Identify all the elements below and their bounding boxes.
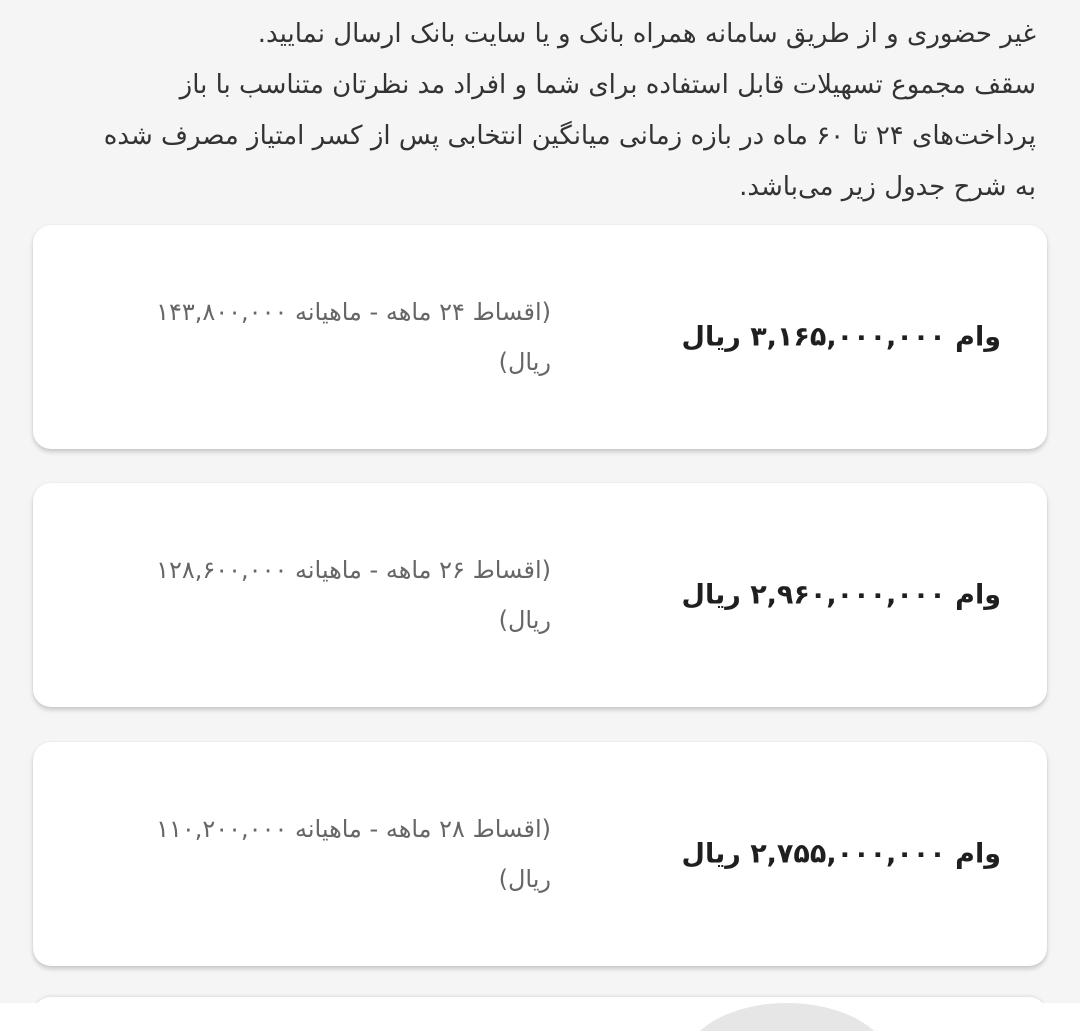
- installment-line: (اقساط ۲۶ ماهه - ماهیانه ۱۲۸,۶۰۰,۰۰۰: [156, 556, 551, 584]
- bottom-bar: [0, 1003, 1080, 1031]
- installment-line: ریال): [498, 348, 551, 376]
- installment-line: ریال): [498, 606, 551, 634]
- intro-line: به شرح جدول زیر می‌باشد.: [739, 172, 1036, 202]
- installment-info: [111, 287, 551, 387]
- intro-line: پرداخت‌های ۲۴ تا ۶۰ ماه در بازه زمانی میانگین انتخابی پس از کسر امتیاز مصرف شده: [103, 121, 1036, 151]
- installment-line: (اقساط ۲۸ ماهه - ماهیانه ۱۱۰,۲۰۰,۰۰۰: [156, 815, 551, 843]
- installment-line: (اقساط ۲۴ ماهه - ماهیانه ۱۴۳,۸۰۰,۰۰۰: [156, 298, 551, 326]
- installment-line: ریال): [498, 865, 551, 893]
- intro-paragraph: [40, 0, 1036, 213]
- intro-line: غیر حضوری و از طریق سامانه همراه بانک و یا سایت بانک ارسال نمایید.: [257, 19, 1036, 49]
- installment-info: [111, 804, 551, 904]
- loan-amount: وام ۲,۷۵۵,۰۰۰,۰۰۰ ریال: [681, 838, 1001, 870]
- loan-card[interactable]: [33, 742, 1047, 966]
- loan-card[interactable]: [33, 225, 1047, 449]
- loan-card[interactable]: [33, 483, 1047, 707]
- loan-amount: وام ۲,۹۶۰,۰۰۰,۰۰۰ ریال: [681, 579, 1001, 611]
- installment-info: [111, 545, 551, 645]
- loan-amount: وام ۳,۱۶۵,۰۰۰,۰۰۰ ریال: [681, 321, 1001, 353]
- intro-line: سقف مجموع تسهیلات قابل استفاده برای شما و افراد مد نظرتان متناسب با باز: [179, 70, 1036, 100]
